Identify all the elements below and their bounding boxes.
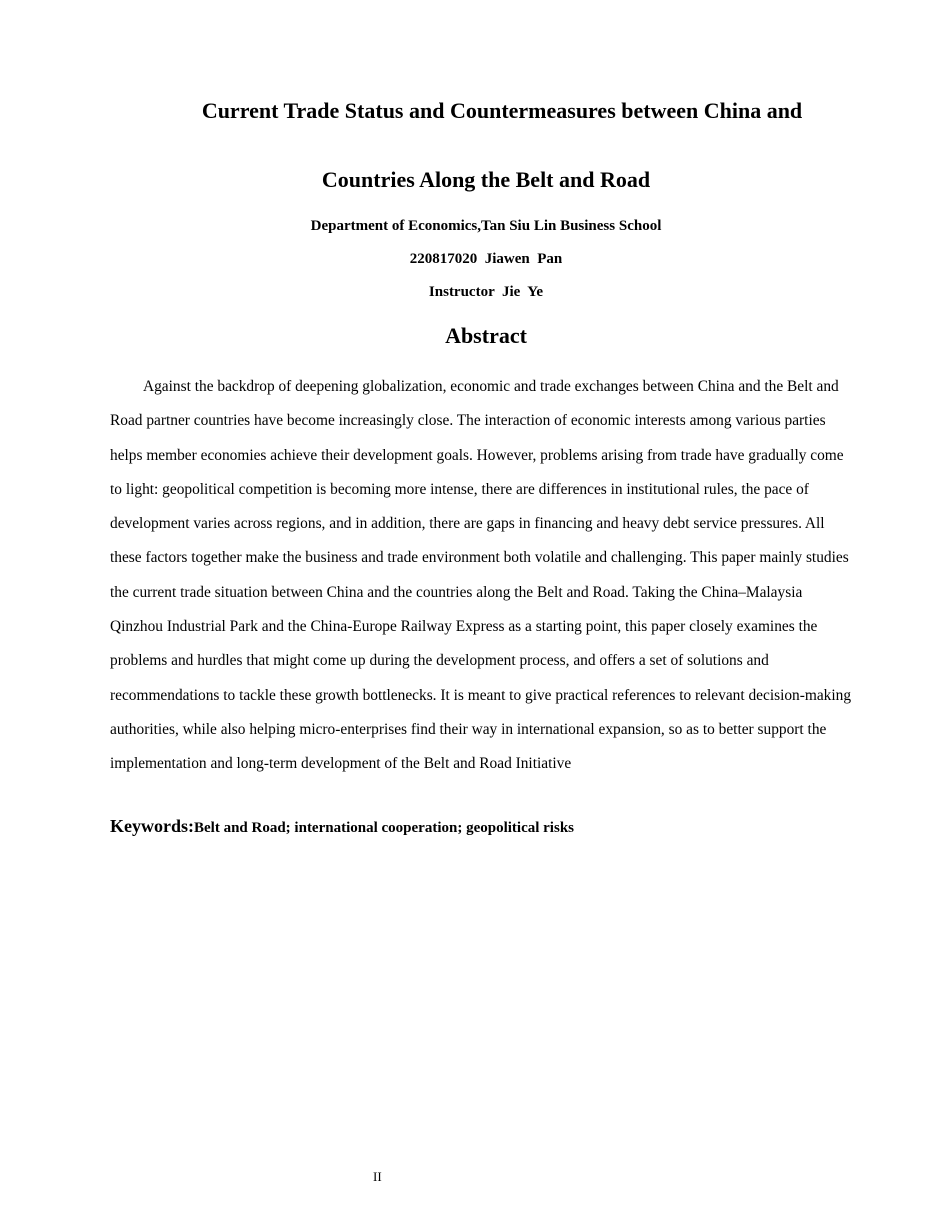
- abstract-heading: Abstract: [445, 323, 527, 348]
- abstract-body: Against the backdrop of deepening globalization, economic and trade exchanges between China and the Belt and Road partner countries have become increasingly close. The interaction of economic interests among various parties helps member economies achieve their development goals. However, problems arising from trade have gradually come to light: geopolitical competition is becoming more intense, there are differences in institutional rules, the pace of development varies across regions, and in addition, there are gaps in financing and heavy debt service pressures. All these factors together make the business and trade environment both volatile and challenging. This paper mainly studies the current trade situation between China and the countries along the Belt and Road. Taking the China–Malaysia Qinzhou Industrial Park and the China-Europe Railway Express as a starting point, this paper closely examines the problems and hurdles that might come up during the development process, and offers a set of solutions and recommendations to tackle these growth bottlenecks. It is meant to give practical references to relevant decision-making authorities, while also helping micro-enterprises find their way in international expansion, so as to better support the implementation and long-term development of the Belt and Road Initiative: [110, 378, 852, 773]
- title-line-1: Current Trade Status and Countermeasures between China and: [201, 98, 803, 123]
- instructor-line: Instructor Jie Ye: [428, 284, 544, 300]
- department-line: Department of Economics,Tan Siu Lin Business School: [310, 218, 662, 234]
- title-line-2: Countries Along the Belt and Road: [321, 167, 651, 192]
- keywords-text: Belt and Road; international cooperation; geopolitical risks: [194, 820, 574, 836]
- page-number: II: [373, 1169, 382, 1184]
- keywords-line: [110, 816, 870, 837]
- student-line: 220817020 Jiawen Pan: [409, 251, 563, 267]
- keywords-label: Keywords:: [110, 816, 194, 836]
